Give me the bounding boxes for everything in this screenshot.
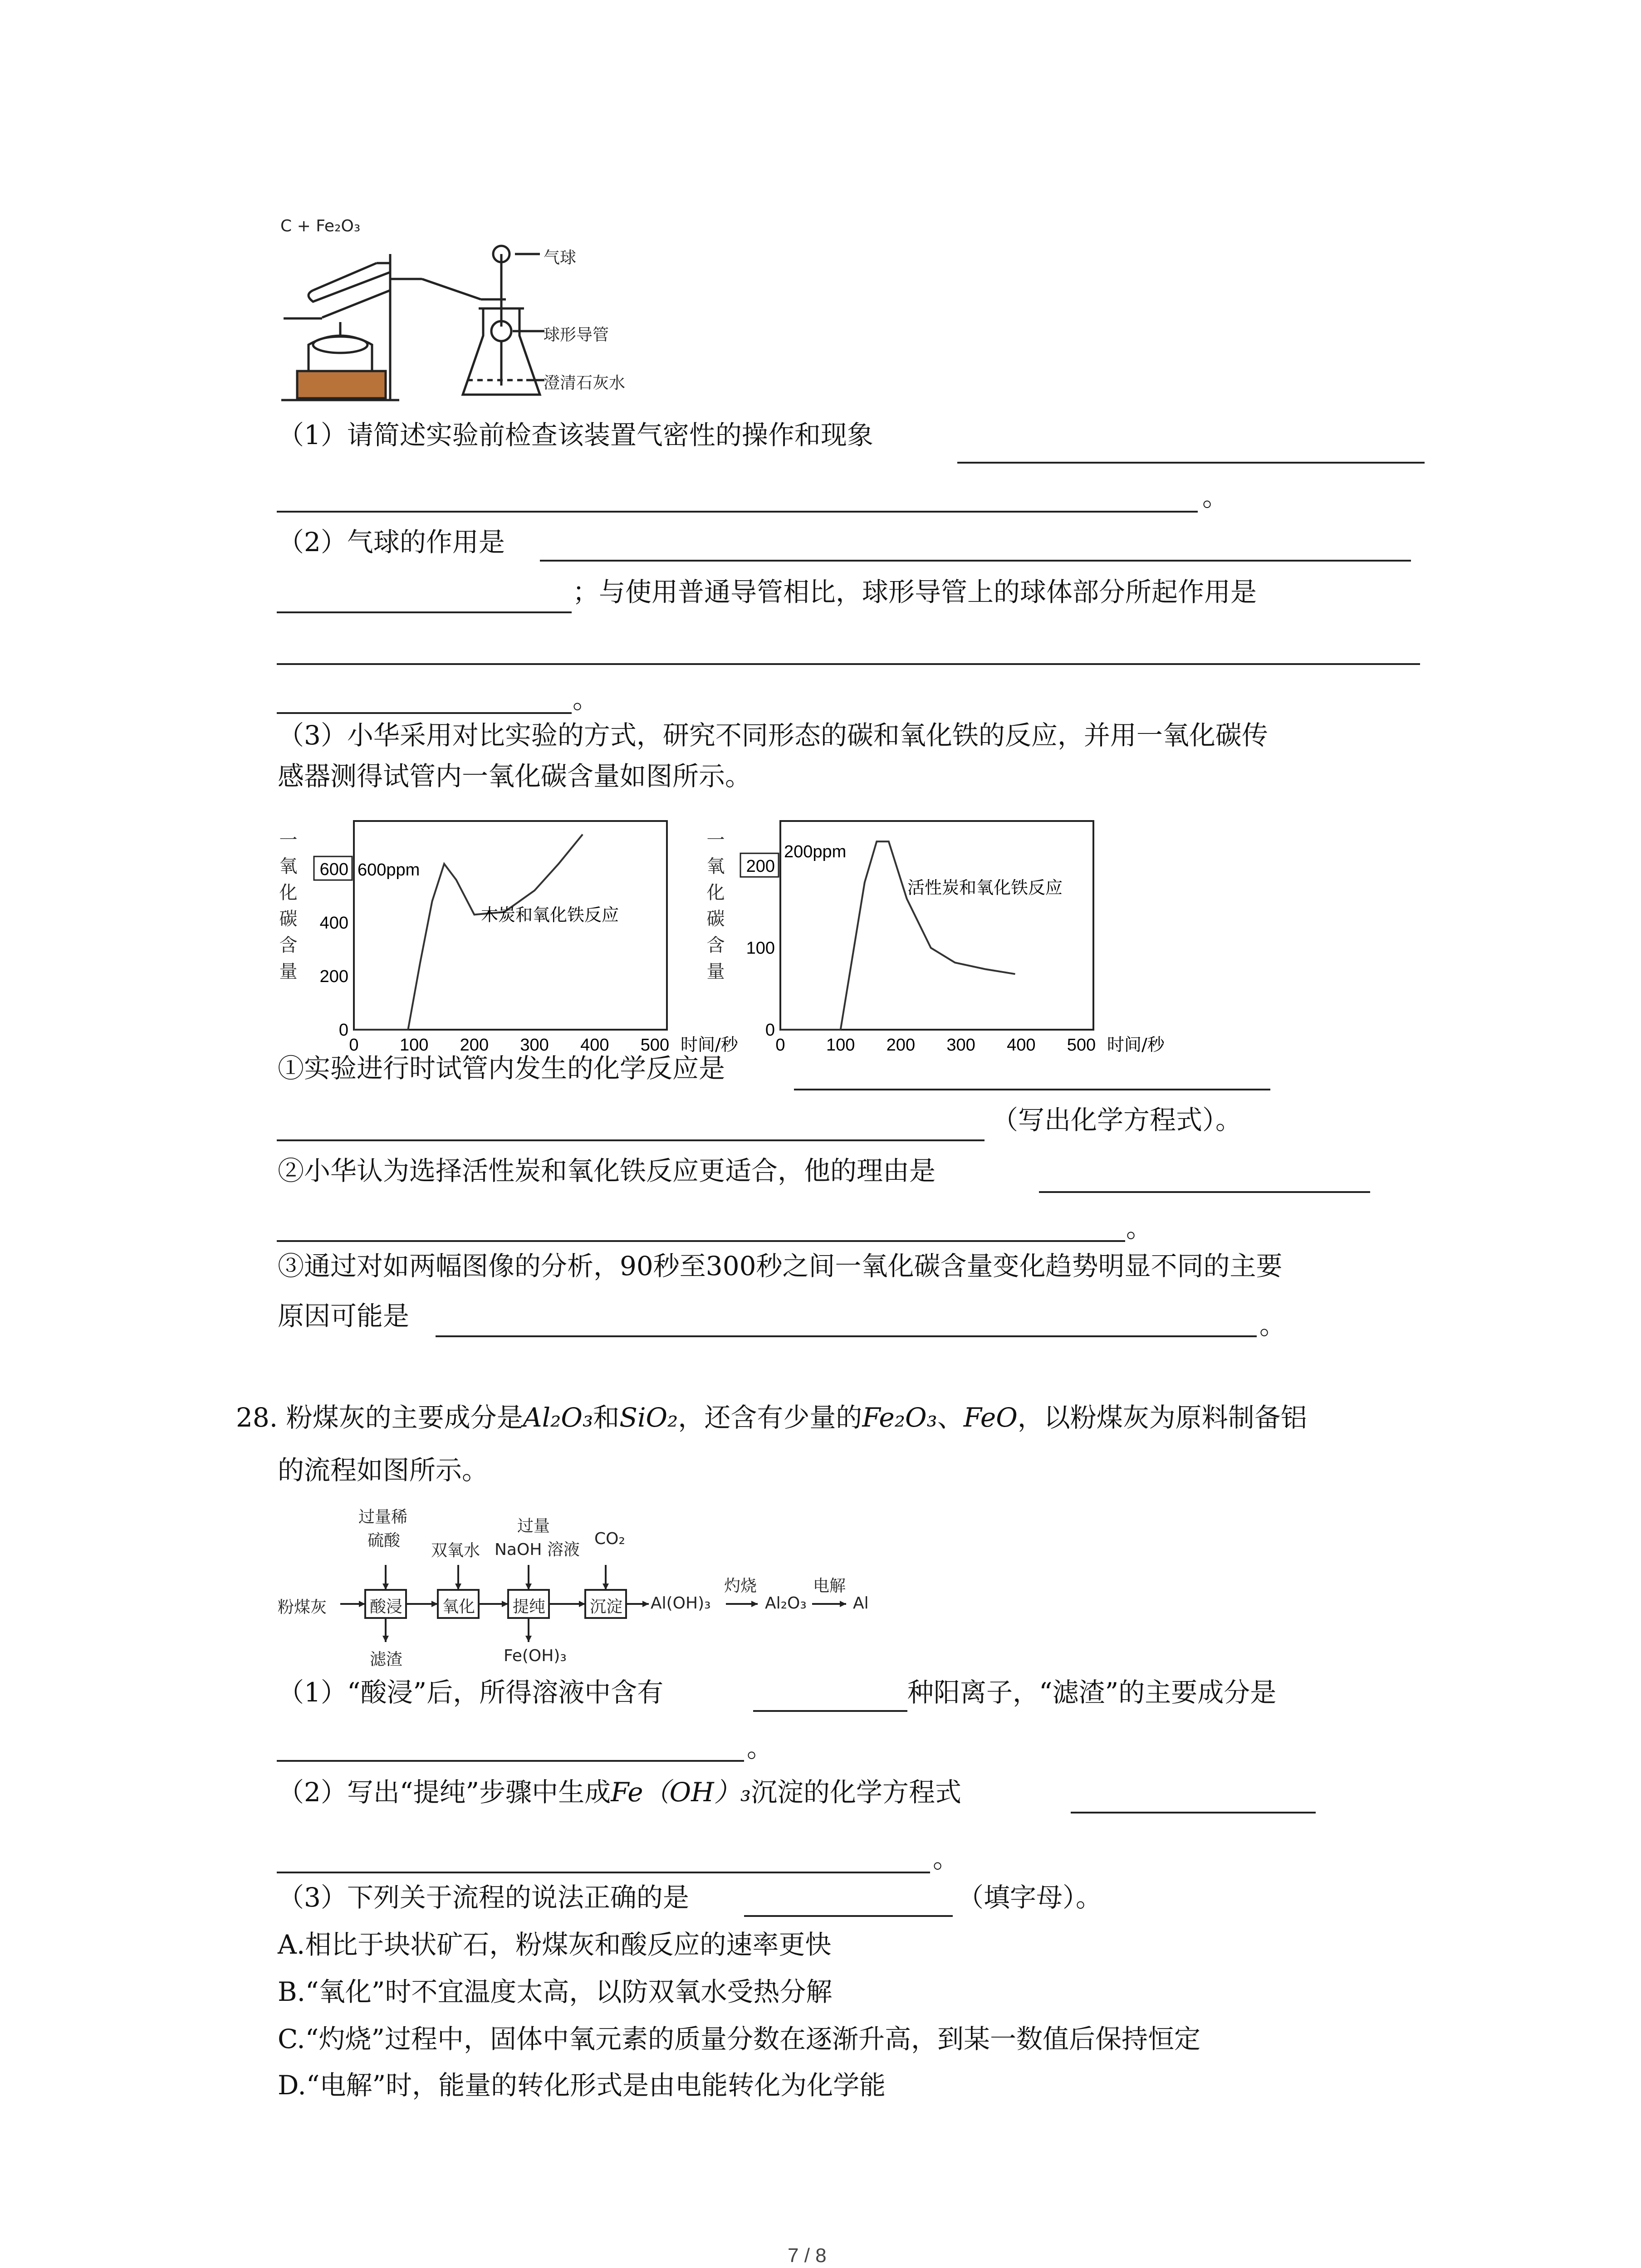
chart1-ylabel: 一氧化碳含量	[276, 830, 297, 988]
y-tick-label: 200	[319, 967, 348, 987]
answer-line[interactable]	[1039, 1191, 1370, 1193]
x-axis-label: 时间/秒	[681, 1035, 738, 1055]
peak-label: 200ppm	[784, 842, 847, 861]
answer-line[interactable]	[436, 1335, 1257, 1337]
flow-reagent3a: 过量	[517, 1517, 550, 1535]
flow-reagent1b: 硫酸	[367, 1531, 401, 1550]
balloon-label: 气球	[544, 249, 577, 267]
q27-sub1: ①实验进行时试管内发生的化学反应是	[278, 1053, 725, 1084]
x-tick-label: 300	[946, 1036, 975, 1055]
period: 。	[1202, 481, 1229, 512]
x-tick-label: 300	[520, 1036, 549, 1055]
series-annotation: 活性炭和氧化铁反应	[907, 878, 1063, 898]
answer-line[interactable]	[277, 1872, 930, 1873]
q27-sub1-b: （写出化学方程式）。	[992, 1105, 1242, 1135]
y-tick-label: 0	[338, 1021, 348, 1040]
answer-line[interactable]	[277, 1760, 744, 1762]
flow-step-precipitate: 沉淀	[590, 1598, 623, 1616]
flow-reagent4: CO₂	[594, 1530, 625, 1548]
period: 。	[1126, 1212, 1153, 1243]
formula-feo: FeO	[963, 1402, 1018, 1433]
formula-fe2o3: Fe₂O₃	[862, 1402, 937, 1433]
q27-part2: （2）气球的作用是	[278, 527, 505, 557]
answer-line[interactable]	[744, 1915, 953, 1917]
limewater-label: 澄清石灰水	[544, 374, 626, 392]
q28-part2: （2）写出“提纯”步骤中生成Fe（OH）₃沉淀的化学方程式	[278, 1777, 962, 1808]
plot-frame	[354, 821, 667, 1030]
q27-sub3-line2: 原因可能是	[278, 1300, 410, 1331]
option-d[interactable]: D.“电解”时，能量的转化形式是由电能转化为化学能	[278, 2070, 886, 2101]
y-tick-label: 600	[319, 860, 348, 880]
flow-step-purify: 提纯	[513, 1598, 546, 1616]
flow-out-residue: 滤渣	[370, 1650, 403, 1669]
answer-line[interactable]	[1071, 1812, 1316, 1813]
flow-raw: 粉煤灰	[278, 1598, 327, 1617]
flow-reagent2: 双氧水	[431, 1541, 480, 1560]
q28-part1-b: 种阳离子，“滤渣”的主要成分是	[907, 1677, 1277, 1708]
q28-intro-line2: 的流程如图所示。	[278, 1455, 489, 1486]
flow-reagent1a: 过量稀	[358, 1508, 408, 1526]
answer-line[interactable]	[957, 462, 1425, 464]
q27-part1: （1）请简述实验前检查该装置气密性的操作和现象	[278, 420, 873, 450]
option-c[interactable]: C.“灼烧”过程中，固体中氧元素的质量分数在逐渐升高，到某一数值后保持恒定	[278, 2024, 1201, 2054]
answer-line[interactable]	[277, 1240, 1125, 1242]
answer-line[interactable]	[753, 1710, 907, 1712]
chart1-svg	[299, 803, 744, 1055]
x-tick-label: 0	[349, 1036, 359, 1055]
y-tick-label: 200	[746, 857, 775, 876]
bulb-tube-label: 球形导管	[544, 326, 609, 344]
formula-sio2: SiO₂	[619, 1402, 678, 1433]
q28-number: 28.	[236, 1402, 278, 1433]
answer-line[interactable]	[277, 611, 572, 613]
q28-part1-a: （1）“酸浸”后，所得溶液中含有	[278, 1677, 664, 1708]
flow-condition-electrolysis: 电解	[813, 1577, 846, 1595]
period: 。	[747, 1732, 774, 1763]
x-tick-label: 400	[580, 1036, 609, 1055]
x-tick-label: 500	[1067, 1036, 1096, 1055]
period: 。	[1259, 1310, 1286, 1340]
x-tick-label: 200	[886, 1036, 916, 1055]
answer-line[interactable]	[794, 1089, 1270, 1090]
q28-part3-b: （填字母）。	[957, 1882, 1102, 1913]
q27-part3-line2: 感器测得试管内一氧化碳含量如图所示。	[278, 761, 752, 792]
peak-label: 600ppm	[358, 860, 420, 880]
y-tick-label: 100	[746, 938, 775, 958]
series-annotation: 木炭和氧化铁反应	[481, 905, 619, 925]
x-tick-label: 0	[775, 1036, 785, 1055]
flow-product-aloh3: Al(OH)₃	[651, 1594, 711, 1613]
flow-product-al: Al	[853, 1594, 869, 1613]
flow-step-oxidize: 氧化	[442, 1598, 475, 1616]
flow-out-feoh3: Fe(OH)₃	[504, 1647, 567, 1665]
page-number: 7 / 8	[788, 2244, 827, 2267]
q28-intro-line1: 28. 粉煤灰的主要成分是Al₂O₃和SiO₂，还含有少量的Fe₂O₃、FeO，以粉煤灰为原料制备铝	[236, 1402, 1307, 1433]
x-tick-label: 100	[399, 1036, 429, 1055]
formula-al2o3: Al₂O₃	[523, 1402, 593, 1433]
chart2-ylabel: 一氧化碳含量	[704, 830, 725, 988]
x-tick-label: 100	[826, 1036, 855, 1055]
q27-part3-line1: （3）小华采用对比实验的方式，研究不同形态的碳和氧化铁的反应，并用一氧化碳传	[278, 720, 1268, 751]
x-axis-label: 时间/秒	[1107, 1035, 1165, 1055]
chart2-svg	[726, 803, 1165, 1055]
y-tick-label: 0	[765, 1021, 775, 1040]
flow-product-al2o3: Al₂O₃	[765, 1594, 807, 1613]
answer-line[interactable]	[277, 712, 572, 714]
series-line	[780, 841, 1015, 1030]
answer-line[interactable]	[277, 511, 1198, 513]
q27-part2-b: ；与使用普通导管相比，球形导管上的球体部分所起作用是	[573, 577, 1257, 607]
answer-line[interactable]	[277, 663, 1420, 665]
q28-part3-a: （3）下列关于流程的说法正确的是	[278, 1882, 689, 1913]
formula-feoh3: Fe（OH）₃	[611, 1777, 751, 1808]
flow-step-acid-leach: 酸浸	[370, 1598, 403, 1616]
q27-sub3-line1: ③通过对如两幅图像的分析，90秒至300秒之间一氧化碳含量变化趋势明显不同的主要	[278, 1251, 1283, 1281]
x-tick-label: 200	[460, 1036, 489, 1055]
flow-reagent3b: NaOH 溶液	[495, 1540, 580, 1559]
option-b[interactable]: B.“氧化”时不宜温度太高，以防双氧水受热分解	[278, 1976, 833, 2007]
x-tick-label: 400	[1007, 1036, 1036, 1055]
x-tick-label: 500	[640, 1036, 670, 1055]
period: 。	[573, 684, 599, 714]
answer-line[interactable]	[277, 1139, 985, 1141]
reactants-label: C + Fe₂O₃	[280, 217, 361, 235]
option-a[interactable]: A.相比于块状矿石，粉煤灰和酸反应的速率更快	[278, 1929, 832, 1960]
y-tick-label: 400	[319, 914, 348, 933]
flow-condition-calcine: 灼烧	[724, 1577, 757, 1595]
period: 。	[933, 1843, 960, 1874]
q27-sub2: ②小华认为选择活性炭和氧化铁反应更适合，他的理由是	[278, 1155, 936, 1186]
answer-line[interactable]	[540, 560, 1411, 562]
